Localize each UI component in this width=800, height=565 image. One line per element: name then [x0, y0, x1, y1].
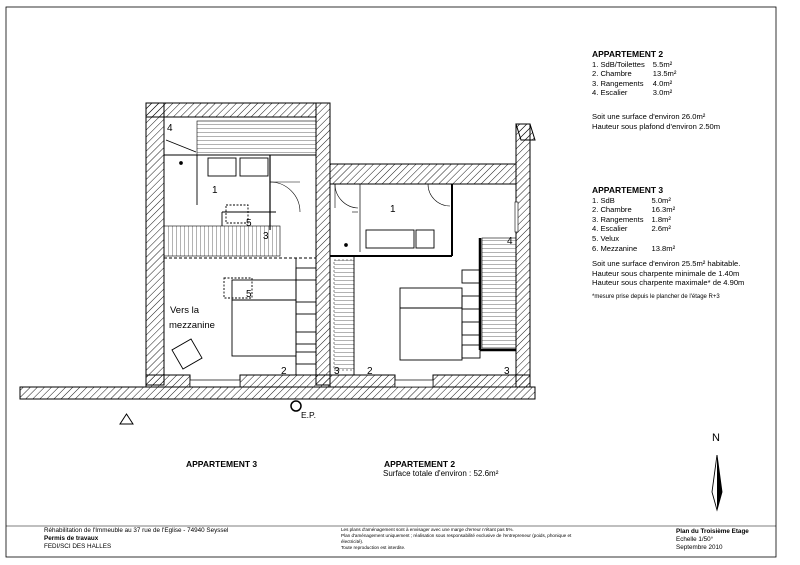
legend-apt3-height-max: Hauteur sous charpente maximale* de 4.90m [592, 278, 745, 288]
level-marker-icon [120, 414, 133, 424]
room-name: 6. Mezzanine [592, 243, 638, 253]
room-area: 13.8m² [651, 243, 676, 253]
legend-row [592, 205, 675, 215]
right-room-3b-label: 3 [504, 366, 510, 377]
legend-apt2-title: APPARTEMENT 2 [592, 49, 664, 59]
right-room-1-label: 1 [390, 204, 396, 215]
footer-sheet-title: Plan du Troisième Etage [676, 528, 749, 535]
room-area: 4.0m² [652, 78, 673, 88]
right-room-3a-label: 3 [334, 366, 340, 377]
north-arrow-icon [712, 455, 722, 510]
right-room-2-label: 2 [367, 366, 373, 377]
room-name: 4. Escalier [592, 224, 628, 234]
legend-apt2-rooms [592, 60, 676, 98]
right-interior [330, 184, 516, 375]
legend-apt2 [592, 50, 720, 131]
room-name: 3. Rangements [592, 214, 644, 224]
north-label: N [712, 432, 720, 444]
legend-apt2-surface: Soit une surface d'environ 26.0m² [592, 111, 706, 121]
legend-apt3-rooms [592, 196, 675, 254]
footer-note-3: électricité). [341, 539, 364, 544]
footer-client: FEDI/SCI DES HALLES [44, 543, 112, 550]
room-area [644, 234, 676, 244]
room-name: 2. Chambre [592, 205, 632, 215]
mezzanine-label-line1: Vers la [170, 305, 200, 316]
room-area: 1.8m² [651, 214, 671, 224]
legend-row [592, 224, 675, 234]
room-name: 1. SdB/Toilettes [592, 59, 645, 69]
left-room-3-label: 3 [263, 231, 269, 242]
footer-note-2: Plan d'aménagement uniquement ; réalisation sous responsabilité exclusive de l'entrepreneur (poids, phonique et [341, 533, 572, 538]
room-area: 2.6m² [651, 224, 671, 234]
footer-scale: Echelle 1/50° [676, 536, 714, 543]
apt2-title: APPARTEMENT 2 [384, 459, 456, 469]
bottom-sill [20, 387, 535, 399]
legend-apt3-note: *mesure prise depuis le plancher de l'étage R+3 [592, 293, 720, 300]
left-room-1-label: 1 [212, 185, 218, 196]
room-name: 3. Rangements [592, 78, 644, 88]
room-area: 13.5m² [652, 69, 677, 79]
legend-row [592, 60, 676, 70]
legend-apt2-height: Hauteur sous plafond d'environ 2.50m [592, 121, 721, 131]
footer-note-1: Les plans d'aménagement sont à envisager avec une marge d'erreur n'étant pas 5%. [341, 527, 514, 532]
footer-date: Septembre 2010 [676, 544, 723, 551]
legend-apt3-surface: Soit une surface d'environ 25.5m² habitable. [592, 259, 741, 269]
room-area: 3.0m² [652, 88, 673, 98]
mezzanine-label-line2: mezzanine [169, 320, 215, 331]
room-area: 5.0m² [651, 195, 671, 205]
legend-row [592, 196, 675, 206]
footer-permit: Permis de travaux [44, 535, 99, 542]
apt2-surface: Surface totale d'environ : 52.6m² [383, 469, 499, 478]
left-room-5a-label: 5 [246, 218, 252, 229]
left-interior [164, 121, 316, 375]
ep-label: E.P. [301, 410, 316, 420]
legend-row [592, 69, 676, 79]
room-name: 5. Velux [592, 233, 620, 243]
legend-row [592, 88, 676, 98]
room-name: 1. SdB [592, 195, 615, 205]
apt3-title: APPARTEMENT 3 [186, 459, 258, 469]
left-room-2-label: 2 [281, 366, 287, 377]
right-room-4-label: 4 [507, 236, 513, 247]
left-room-4-label: 4 [167, 123, 173, 134]
downpipe-icon [291, 401, 301, 411]
legend-row [592, 215, 675, 225]
legend-apt3-height-min: Hauteur sous charpente minimale de 1.40m [592, 268, 740, 278]
legend-row [592, 244, 675, 254]
room-area: 5.5m² [652, 59, 673, 69]
room-area: 16.3m² [651, 205, 676, 215]
room-name: 2. Chambre [592, 69, 632, 79]
footer-note-4: Toute reproduction est interdite. [341, 545, 406, 550]
room-name: 4. Escalier [592, 88, 628, 98]
legend-row [592, 79, 676, 89]
legend-apt3-title: APPARTEMENT 3 [592, 185, 664, 195]
left-room-5b-label: 5 [246, 289, 252, 300]
footer-project: Réhabilitation de l'Immeuble au 37 rue de l'Eglise - 74940 Seyssel [44, 527, 229, 534]
legend-apt3 [592, 186, 744, 301]
legend-row [592, 234, 675, 244]
